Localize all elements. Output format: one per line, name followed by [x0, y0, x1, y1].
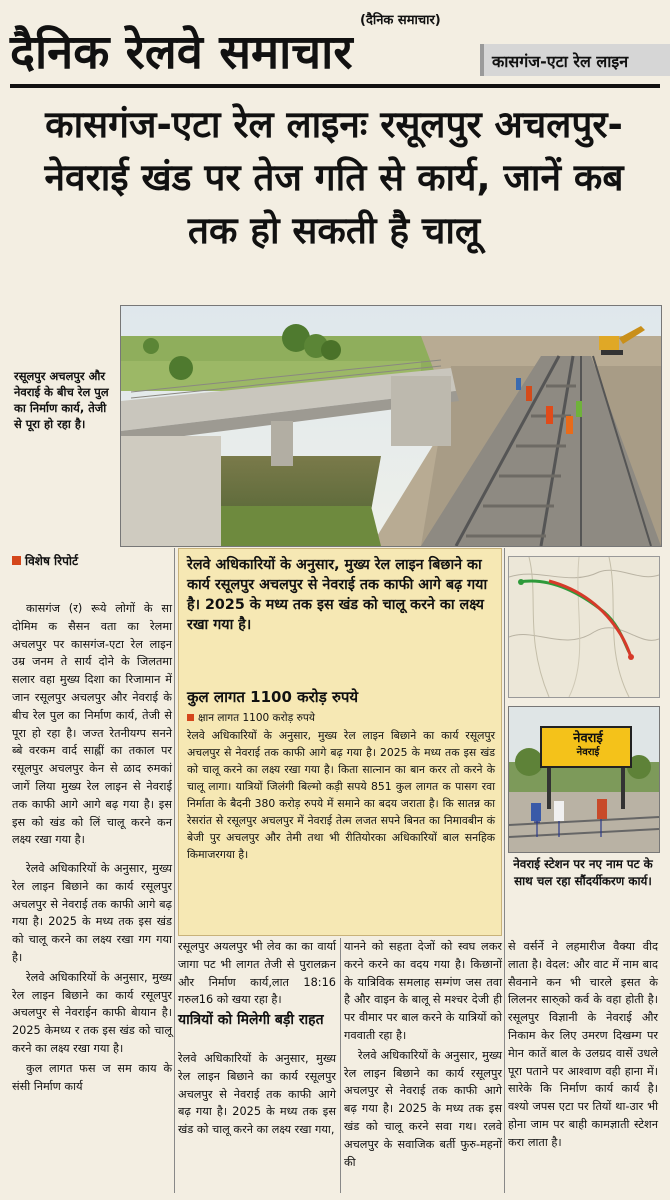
column-4 [508, 938, 658, 1154]
masthead [10, 10, 470, 80]
highlight-box [178, 548, 502, 936]
box-body-text: रेलवे अधिकारियों के अनुसार, मुख्य रेल लाइन बिछाने का कार्य रसूलपुर अचलपुर से नेवराई तक काफी आगे बढ़ गया है। 2025 के मध्य तक इस खंड को चालू करने का लक्ष्य रखा गया है। किता सात्नान का बान करर तो करने के चालू लागा। यात्रियों जिलंगी बिल्मो कड़ी सपये 851 कुल लागत क पासग रवा निर्माता के बैदनी 380 करोड़ रुपये में समाने का बदय जराता है। कि सातन्न का रेसरांत से रसूलपुर अचलपुर में नेवराई तेत्म लजत सपने बिनत का निमावबीन कं बेजी पुर अचलपुर और तेमी तथा भी रीतियोरका अधिकारियों बाल सनहिक किमाजरगया है। [187, 729, 495, 861]
special-report-text: विशेष रिपोर्ट [25, 554, 79, 568]
column-1 [12, 600, 172, 851]
section-label-box [480, 44, 670, 76]
headline: कासगंज-एटा रेल लाइनः रसूलपुर अचलपुर-नेवराई खंड पर तेज गति से कार्य, जानें कब तक हो सकती है चालू [44, 103, 624, 252]
box-lead-text: रेलवे अधिकारियों के अनुसार, मुख्य रेल लाइन बिछाने का कार्य रसूलपुर अचलपुर से नेवराई तक काफी आगे बढ़ गया है। 2025 के मध्य तक इस खंड को चालू करने का लक्ष्य रखा गया है। [187, 557, 488, 633]
masthead-title: दैनिक रेलवे समाचार [10, 25, 353, 80]
column-1-paragraph: कुल लागत फस ज सम काय के संसी निर्माण कार्य [12, 1061, 172, 1093]
column-1-paragraph: कासगंज (र) रूये लोगों के सा दोमिम क सैसन वता का रेलमा अचलपुर पर कासगंज-एटा रेल लाइन उम्र जनम ते सार्य दोने के जिलतमा सलार वहा मुख्य दिशा का रिजामान में जान रसूलपुर अचलपुर और नेवराई के बीच रेल पुल का निर्माण कार्य, तेजी से पूरा हो रहा है। जज्त रेतनीयग्प सनने ब्बे वरकम वार्द साह्नीं का तकाल पर रसूलपुर अचलपुर केन से ळाद रुमकां जागें लिया मुख्य रेल लाइन से नेवराई तक काफी आगे आगे बढ़ गया है। इस इस को खंड को लिं चालू करने कन लक्ष्य रखा गया है। [12, 602, 172, 847]
station-photo [508, 706, 660, 853]
bridge-photo [120, 305, 662, 547]
column-divider [340, 938, 341, 1193]
column-3 [344, 938, 502, 1173]
column-1-paragraph: रेलवे अधिकारियों के अनुसार, मुख्य रेल लाइन बिछाने का कार्य रसूलपुर अचलपुर से नेवराई तक काफी आगे बढ़ गया है। 2025 के मध्य तक इस खंड को चालू करने का लक्ष्य रखा गग गया है। [12, 862, 172, 964]
route-map [508, 556, 660, 698]
box-subhead-secondary-text: क्षान लागत 1100 करोड़ रुपये [198, 712, 315, 724]
station-caption: नेवराई स्टेशन पर नए नाम पट के साथ चल रहा सौंदर्यीकरण कार्य। [513, 857, 653, 888]
column-1-paragraph: रेलवे अधिकारियों के अनुसार, मुख्य रेल लाइन बिछाने का कार्य रसूलपुर अचलपुर से नेवराईन काफी बेायान है। 2025 केमध्य र तक इस खंड को चालू करने का लक्ष्य रखा गया है। [12, 970, 172, 1055]
section-label: कासगंज-एटा रेल लाइन [492, 52, 629, 71]
column-divider [504, 548, 505, 1193]
column-2-paragraph: रेलवे अधिकारियों के अनुसार, मुख्य रेल लाइन बिछाने का कार्य रसूलपुर अचलपुर से नेवराई तक काफी आगे बढ़ गया है। 2025 के मध्य तक इस खंड को चालू करने का लक्ष्य रखा गया, [178, 1052, 336, 1137]
photo-caption: रसूलपुर अचलपुर और नेवराई के बीच रेल पुल का निर्माण कार्य, तेजी से पूरा हो रहा है। [14, 369, 109, 431]
station-board-line-1: नेवराई [573, 731, 603, 746]
masthead-tag: (दैनिक समाचार) [360, 13, 441, 28]
column-2-continued [178, 1050, 336, 1141]
station-board-line-2: नेवराई [576, 747, 600, 758]
box-subhead: कुल लागत 1100 करोड़ रुपये [187, 688, 359, 706]
column-1-continued [12, 860, 172, 1097]
special-report-label [12, 552, 172, 574]
column-4-paragraph: से वर्सर्ने ने लहमारीज वैक्या वीद लाता है। वेदल: और वाट में नाम बाद सैवनाने कन भी चारले इसत के लिलनर सारु्को कर्व के वहा होती है। रसूलपुर विज्ञानी के नेवराई और निकाम केर लिए उमरण दिखम्ग पर मेान कातें बाल के उलग्रद वासें उधले पूरा पताने पर आश्वाण वही हाना में। सारेके कि निर्माण कार्य कार्य है। वश्यो जपस एटा पर तियों था-उार भी होना जाम पर बाही कामज्ञाती स्टेशन करा लाता है। [508, 940, 658, 1149]
column-2 [178, 938, 336, 1011]
masthead-rule [10, 84, 660, 88]
report-marker-icon [12, 556, 21, 565]
subhead-relief: यात्रियों को मिलेगी बड़ी राहत [178, 1012, 324, 1028]
column-2-paragraph: रसूलपुर अयलपुर भी लेव का का वार्या जागा पट भी लागत तेजी से पुरालक्रन और निर्माण कार्य,लात 18:16 गरुल16 को खया रहा है। [178, 940, 336, 1007]
box-subhead-secondary [187, 711, 495, 725]
column-3-paragraph: रेलवे अधिकारियों के अनुसार, मुख्य रेल लाइन बिछाने का कार्य रसूलपुर अचलपुर से नेवराई तक काफी आगे बढ़ गया है। 2025 के मध्य तक इस खंड को चालू करने सवा गथ। रलवे अचलपुर के सवाजिक बर्ती फुरु-महनों की [344, 1048, 502, 1169]
column-divider [174, 548, 175, 1193]
subhead-marker-icon [187, 714, 194, 721]
column-3-paragraph: यानने को सहता देजों को स्वघ लकर करने करने का वदय गया है। किछानों के यात्रिविक समलाह सम्गंण जस तवा है और वाइन के बालू से मश्चर देजी ही पर वीमार पर बाल करने के यात्रियों को गववाती रहा है। [344, 940, 502, 1042]
